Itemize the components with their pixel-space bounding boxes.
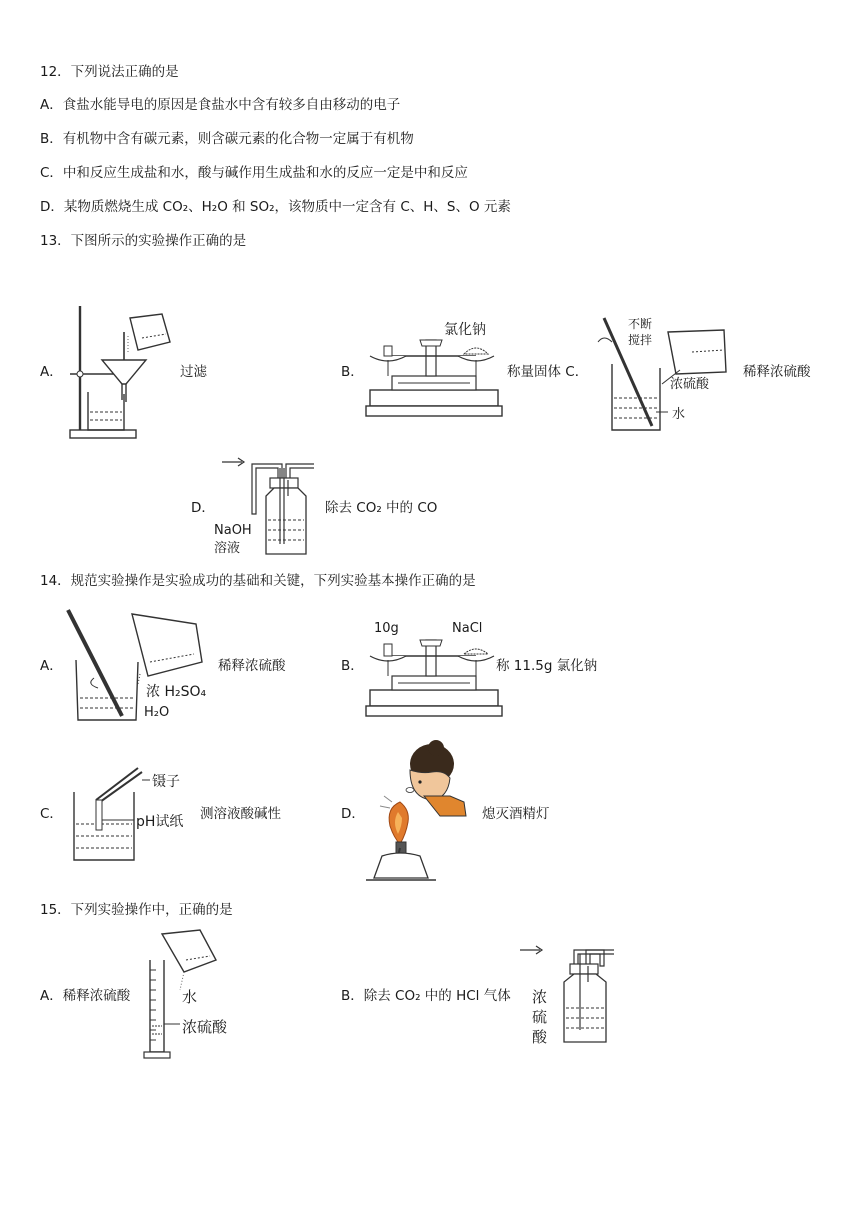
q14-option-a-caption: 稀释浓硫酸	[218, 658, 286, 674]
q15-option-a-caption: A．稀释浓硫酸	[40, 988, 131, 1004]
q12-stem: 12．下列说法正确的是	[40, 64, 179, 80]
stir-label-1: 不断	[628, 317, 653, 331]
tweezers-label: 镊子	[152, 774, 180, 790]
conc-h2so4-label: 浓 H₂SO₄	[146, 684, 207, 700]
q12-option-d: D．某物质燃烧生成 CO₂、H₂O 和 SO₂，该物质中一定含有 C、H、S、O 元素	[40, 199, 511, 215]
conc-label-1: 浓	[532, 988, 548, 1006]
q13-option-d-letter: D．	[191, 500, 215, 516]
balance-figure-13b	[364, 316, 504, 422]
stir-label-2: 搅拌	[628, 333, 653, 347]
graduated-cylinder-figure	[140, 930, 250, 1062]
q14-option-a-letter: A．	[40, 658, 63, 674]
alcohol-lamp-figure	[366, 738, 472, 888]
balance-figure-14b	[364, 616, 504, 722]
q12-option-c: C．中和反应生成盐和水，酸与碱作用生成盐和水的反应一定是中和反应	[40, 165, 468, 181]
q14-option-d-letter: D．	[341, 806, 365, 822]
q12-option-b: B．有机物中含有碳元素，则含碳元素的化合物一定属于有机物	[40, 131, 414, 147]
gas-wash-bottle-figure-13d	[214, 456, 318, 560]
conc-acid-label-15a: 浓硫酸	[182, 1018, 228, 1036]
weight-label: 10g	[374, 621, 399, 636]
q15-option-b-caption: B．除去 CO₂ 中的 HCl 气体	[341, 988, 511, 1004]
q13-option-a-letter: A．	[40, 364, 63, 380]
dilution-figure-14a	[64, 604, 214, 728]
filtration-figure	[66, 302, 176, 442]
ph-paper-label: pH试纸	[136, 814, 184, 830]
naoh-label-1: NaOH	[214, 523, 252, 538]
naoh-label-2: 溶液	[214, 541, 241, 556]
q14-option-b-letter: B．	[341, 658, 364, 674]
nacl-label: NaCl	[452, 621, 483, 636]
q13-option-d-caption: 除去 CO₂ 中的 CO	[325, 500, 438, 516]
q14-option-d-caption: 熄灭酒精灯	[482, 806, 550, 822]
q14-stem: 14．规范实验操作是实验成功的基础和关键，下列实验基本操作正确的是	[40, 573, 476, 589]
q14-option-c-caption: 测溶液酸碱性	[200, 806, 281, 822]
h2o-label: H₂O	[144, 705, 170, 720]
gas-wash-bottle-figure-15b	[530, 942, 616, 1050]
q13-stem: 13．下图所示的实验操作正确的是	[40, 233, 247, 249]
q14-option-c-letter: C．	[40, 806, 63, 822]
conc-label-2: 硫	[532, 1008, 548, 1026]
ph-test-figure	[66, 764, 196, 864]
q13-option-c-caption: 稀释浓硫酸	[743, 364, 811, 380]
sodium-chloride-label: 氯化钠	[444, 322, 486, 338]
dilution-figure-13c	[596, 312, 736, 436]
q12-option-a: A．食盐水能导电的原因是食盐水中含有较多自由移动的电子	[40, 97, 401, 113]
water-label-15a: 水	[182, 988, 198, 1006]
q13-option-b-letter: B．	[341, 364, 364, 380]
conc-label-3: 酸	[532, 1028, 548, 1046]
q14-option-b-caption: 称 11.5g 氯化钠	[496, 658, 598, 674]
q13-option-a-caption: 过滤	[180, 364, 207, 380]
q15-stem: 15．下列实验操作中，正确的是	[40, 902, 233, 918]
conc-acid-label: 浓硫酸	[670, 377, 710, 392]
q13-option-b-caption: 称量固体 C．	[507, 364, 589, 380]
water-label: 水	[672, 407, 686, 422]
